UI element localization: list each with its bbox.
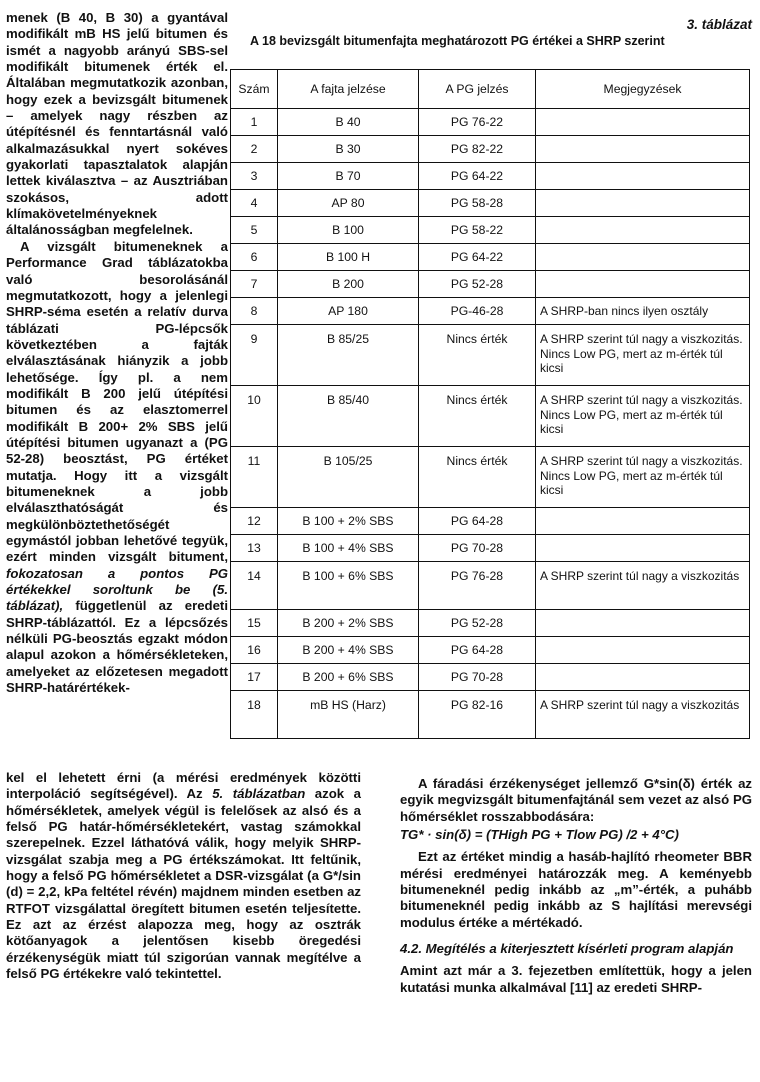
table-row: [231, 244, 750, 271]
cell-pg: PG 64-28: [419, 637, 536, 664]
cell-note: [536, 637, 750, 664]
left-paragraph-1: menek (B 40, B 30) a gyantával modifikált mB HS jelű bitumen és ismét a nagyobb arányú SBS-sel modifikált bitumenek érték el. Általában megmutatkozik azonban, hogy ezek a bevizsgált bitumenek – amelyek nagy részben az útépítésnél és fenntartásnál való alkalmazásukkal nyert sokéves gyakorlati tapasztalatok alapján lettek kiválasztva – az Ausztriában szokásos, adott klímakövetelményeknek általánosságban megfelelnek.: [6, 10, 228, 238]
right-paragraph-3: Amint azt már a 3. fejezetben említettük, hogy a jelen kutatási munka alkalmával [11] az eredeti SHRP-: [400, 963, 752, 995]
cell-number: 9: [231, 325, 278, 386]
table-row: [231, 109, 750, 136]
table-row: [231, 610, 750, 637]
cell-number: 1: [231, 109, 278, 136]
cell-number: 10: [231, 386, 278, 447]
bottom-left-pre: kel el lehetett érni (a mérési eredmények közötti interpoláció segítségével). Az: [6, 770, 361, 802]
cell-number: 13: [231, 535, 278, 562]
cell-pg: Nincs érték: [419, 325, 536, 386]
cell-note: [536, 190, 750, 217]
section-heading: 4.2. Megítélés a kiterjesztett kísérleti program alapján: [400, 941, 734, 957]
cell-name: B 100: [278, 217, 419, 244]
cell-note: A SHRP szerint túl nagy a viszkozitás. Nincs Low PG, mert az m-érték túl kicsi: [536, 386, 750, 447]
bottom-left-paragraph: [6, 770, 361, 982]
table-row: [231, 271, 750, 298]
right-column-text: [400, 776, 752, 996]
cell-note: [536, 109, 750, 136]
cell-pg: PG 58-28: [419, 190, 536, 217]
cell-number: 18: [231, 691, 278, 739]
table-row: [231, 325, 750, 386]
cell-note: [536, 664, 750, 691]
header-notes: Megjegyzések: [536, 70, 750, 109]
cell-name: mB HS (Harz): [278, 691, 419, 739]
cell-name: B 200: [278, 271, 419, 298]
cell-number: 5: [231, 217, 278, 244]
cell-pg: PG 70-28: [419, 664, 536, 691]
cell-number: 16: [231, 637, 278, 664]
cell-name: B 100 + 4% SBS: [278, 535, 419, 562]
right-paragraph-2: Ezt az értéket mindig a hasáb-hajlító rheometer BBR mérési eredményei határozzák meg. A keményebb bitumeneknél pedig inkább az „m”-érték, a puhább bitumeneknél pedig inkább az S hajlítási merevségi modulus értéke a mértékadó.: [400, 849, 752, 930]
cell-pg: PG 70-28: [419, 535, 536, 562]
cell-pg: PG-46-28: [419, 298, 536, 325]
table-row: [231, 386, 750, 447]
table-row: [231, 298, 750, 325]
table-title: A 18 bevizsgált bitumenfajta meghatározott PG értékei a SHRP szerint: [250, 34, 665, 48]
cell-pg: Nincs érték: [419, 386, 536, 447]
cell-note: A SHRP szerint túl nagy a viszkozitás: [536, 691, 750, 739]
table-row: [231, 447, 750, 508]
cell-pg: PG 82-16: [419, 691, 536, 739]
cell-name: AP 80: [278, 190, 419, 217]
pg-values-table: [230, 69, 750, 739]
header-pg-grade: A PG jelzés: [419, 70, 536, 109]
right-paragraph-1: A fáradási érzékenységet jellemző G*sin(δ) érték az egyik megvizsgált bitumenfajtánál sem vezet az alsó PG hőmérséklet rosszabbodására:: [400, 776, 752, 824]
bottom-left-text: [6, 770, 361, 982]
cell-number: 12: [231, 508, 278, 535]
table-row: [231, 508, 750, 535]
table-row: [231, 163, 750, 190]
bottom-left-emphasis: 5. táblázatban: [212, 786, 306, 802]
cell-note: [536, 217, 750, 244]
cell-number: 8: [231, 298, 278, 325]
cell-note: [536, 610, 750, 637]
cell-note: [536, 244, 750, 271]
bottom-left-post: azok a hőmérsékletek, amelyek végül is felelősek az alsó és a felső PG határ-hőmérsékletekért, vastag számokkal szerepelnek. Ezzel láthatóvá válik, hogy melyik SHRP-vizsgálat szabja meg a PG értékszámokat. Itt feltűnik, hogy a felső PG hőmérsékletet a DSR-vizsgálat (a G*/sin (d) = 2,2, kPa feltétel révén) majdnem minden esetben az RTFOT vizsgálattal öregített bitumen esetén teljesítette. Ez azt az érzést alapozza meg, hogy az osztrák kötőanyagok a jelentősen kisebb öregedési érzékenységük miatt túl szigorúan vannak megítélve a felső PG értékekre való tekintettel.: [6, 786, 361, 982]
cell-note: [536, 136, 750, 163]
cell-name: B 200 + 2% SBS: [278, 610, 419, 637]
cell-note: A SHRP szerint túl nagy a viszkozitás. Nincs Low PG, mert az m-érték túl kicsi: [536, 447, 750, 508]
cell-pg: Nincs érték: [419, 447, 536, 508]
cell-name: B 105/25: [278, 447, 419, 508]
cell-number: 3: [231, 163, 278, 190]
table-row: [231, 637, 750, 664]
left-paragraph-2-continued: függetlenül az eredeti SHRP-táblázattól. Ez a lépcsőzés nélküli PG-beosztás egzakt módon alapul azokon a hőmérsékleteken, amelyeket az előzetesen megadott SHRP-határértékek-: [6, 598, 228, 696]
cell-note: [536, 271, 750, 298]
cell-number: 4: [231, 190, 278, 217]
cell-name: B 100 + 6% SBS: [278, 562, 419, 610]
cell-name: B 200 + 4% SBS: [278, 637, 419, 664]
cell-name: B 200 + 6% SBS: [278, 664, 419, 691]
cell-pg: PG 64-22: [419, 163, 536, 190]
cell-name: B 70: [278, 163, 419, 190]
cell-number: 15: [231, 610, 278, 637]
cell-name: B 40: [278, 109, 419, 136]
table-row: [231, 664, 750, 691]
cell-pg: PG 52-28: [419, 610, 536, 637]
table-row: [231, 562, 750, 610]
left-column-text: [6, 10, 228, 696]
left-paragraph-2: [6, 239, 228, 697]
table-row: [231, 136, 750, 163]
cell-note: [536, 508, 750, 535]
table-row: [231, 190, 750, 217]
cell-name: B 30: [278, 136, 419, 163]
table-row: [231, 691, 750, 739]
cell-pg: PG 64-22: [419, 244, 536, 271]
cell-number: 17: [231, 664, 278, 691]
cell-number: 7: [231, 271, 278, 298]
cell-number: 2: [231, 136, 278, 163]
cell-number: 14: [231, 562, 278, 610]
cell-note: A SHRP szerint túl nagy a viszkozitás. Nincs Low PG, mert az m-érték túl kicsi: [536, 325, 750, 386]
cell-name: B 85/40: [278, 386, 419, 447]
table-row: [231, 535, 750, 562]
cell-pg: PG 76-22: [419, 109, 536, 136]
cell-pg: PG 82-22: [419, 136, 536, 163]
cell-name: B 85/25: [278, 325, 419, 386]
left-paragraph-2-emphasis: fokozatosan a pontos PG értékekkel soroltunk be (5. táblázat),: [6, 565, 228, 614]
cell-number: 11: [231, 447, 278, 508]
header-grade-name: A fajta jelzése: [278, 70, 419, 109]
formula: TG* · sin(δ) = (THigh PG + Tlow PG) /2 + 4°C): [400, 827, 679, 843]
table-row: [231, 217, 750, 244]
cell-pg: PG 76-28: [419, 562, 536, 610]
cell-name: B 100 + 2% SBS: [278, 508, 419, 535]
cell-pg: PG 58-22: [419, 217, 536, 244]
table-label: 3. táblázat: [686, 17, 752, 32]
cell-note: [536, 163, 750, 190]
header-number: Szám: [231, 70, 278, 109]
cell-pg: PG 52-28: [419, 271, 536, 298]
cell-note: [536, 535, 750, 562]
cell-note: A SHRP-ban nincs ilyen osztály: [536, 298, 750, 325]
cell-name: AP 180: [278, 298, 419, 325]
cell-name: B 100 H: [278, 244, 419, 271]
table-header-row: [231, 70, 750, 109]
cell-pg: PG 64-28: [419, 508, 536, 535]
cell-note: A SHRP szerint túl nagy a viszkozitás: [536, 562, 750, 610]
left-paragraph-2-text: A vizsgált bitumeneknek a Performance Grad táblázatokba való besorolásánál megmutatkozott, hogy a jelenlegi SHRP-séma esetén a relatív durva táblázati PG-lépcsők következtében a fajták elválasztásának hiányzik a jobb lehetősége. Így pl. a nem modifikált B 200 jelű útépítési bitumen és az elasztomerrel modifikált B 200+ 2% SBS jelű útépítési bitumen ugyanazt a (PG 52-28) beosztást, PG értéket mutatja. Hogy itt a vizsgált bitumeneknek a jobb elválaszthatóságát és megkülönböztethetőségét egymástól jobban lehetővé tegyük, ezért minden vizsgált bitument,: [6, 238, 228, 565]
cell-number: 6: [231, 244, 278, 271]
